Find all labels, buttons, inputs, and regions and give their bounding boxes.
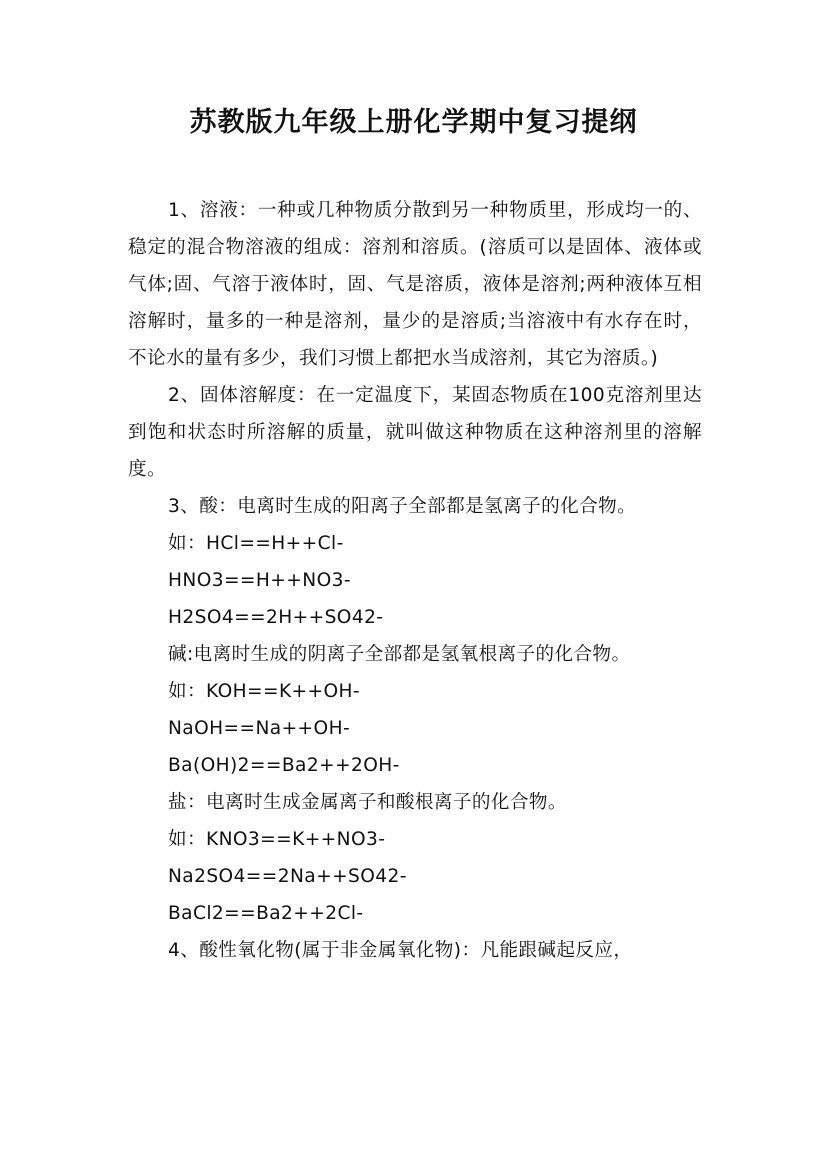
equation-koh: 如：KOH==K++OH-	[168, 681, 361, 702]
equation-na2so4: Na2SO4==2Na++SO42-	[168, 866, 407, 887]
definition-salt: 盐：电离时生成金属离子和酸根离子的化合物。	[168, 792, 567, 813]
document-body	[128, 192, 702, 969]
equation-hcl: 如：HCl==H++Cl-	[168, 533, 344, 554]
document-title: 苏教版九年级上册化学期中复习提纲	[189, 107, 638, 138]
paragraph-solubility: 2、固体溶解度：在一定温度下，某固态物质在100克溶剂里达到饱和状态时所溶解的质量，就叫做这种物质在这种溶剂里的溶解度。	[128, 385, 702, 480]
paragraph-acidic-oxide: 4、酸性氧化物(属于非金属氧化物)：凡能跟碱起反应，	[168, 940, 633, 961]
equation-naoh: NaOH==Na++OH-	[168, 718, 351, 739]
paragraph-acid: 3、酸：电离时生成的阳离子全部都是氢离子的化合物。	[168, 496, 637, 517]
equation-baoh2: Ba(OH)2==Ba2++2OH-	[168, 755, 400, 776]
equation-hno3: HNO3==H++NO3-	[168, 570, 351, 591]
definition-base: 碱:电离时生成的阴离子全部都是氢氧根离子的化合物。	[168, 644, 631, 665]
paragraph-solution: 1、溶液：一种或几种物质分散到另一种物质里，形成均一的、稳定的混合物溶液的组成：溶剂和溶质。(溶质可以是固体、液体或气体;固、气溶于液体时，固、气是溶质，液体是溶剂;两种液体互相溶解时，量多的一种是溶剂，量少的是溶质;当溶液中有水存在时，不论水的量有多少，我们习惯上都把水当成溶剂，其它为溶质。)	[128, 200, 702, 369]
equation-kno3: 如：KNO3==K++NO3-	[168, 829, 386, 850]
equation-bacl2: BaCl2==Ba2++2Cl-	[168, 903, 364, 924]
equation-h2so4: H2SO4==2H++SO42-	[168, 607, 384, 628]
